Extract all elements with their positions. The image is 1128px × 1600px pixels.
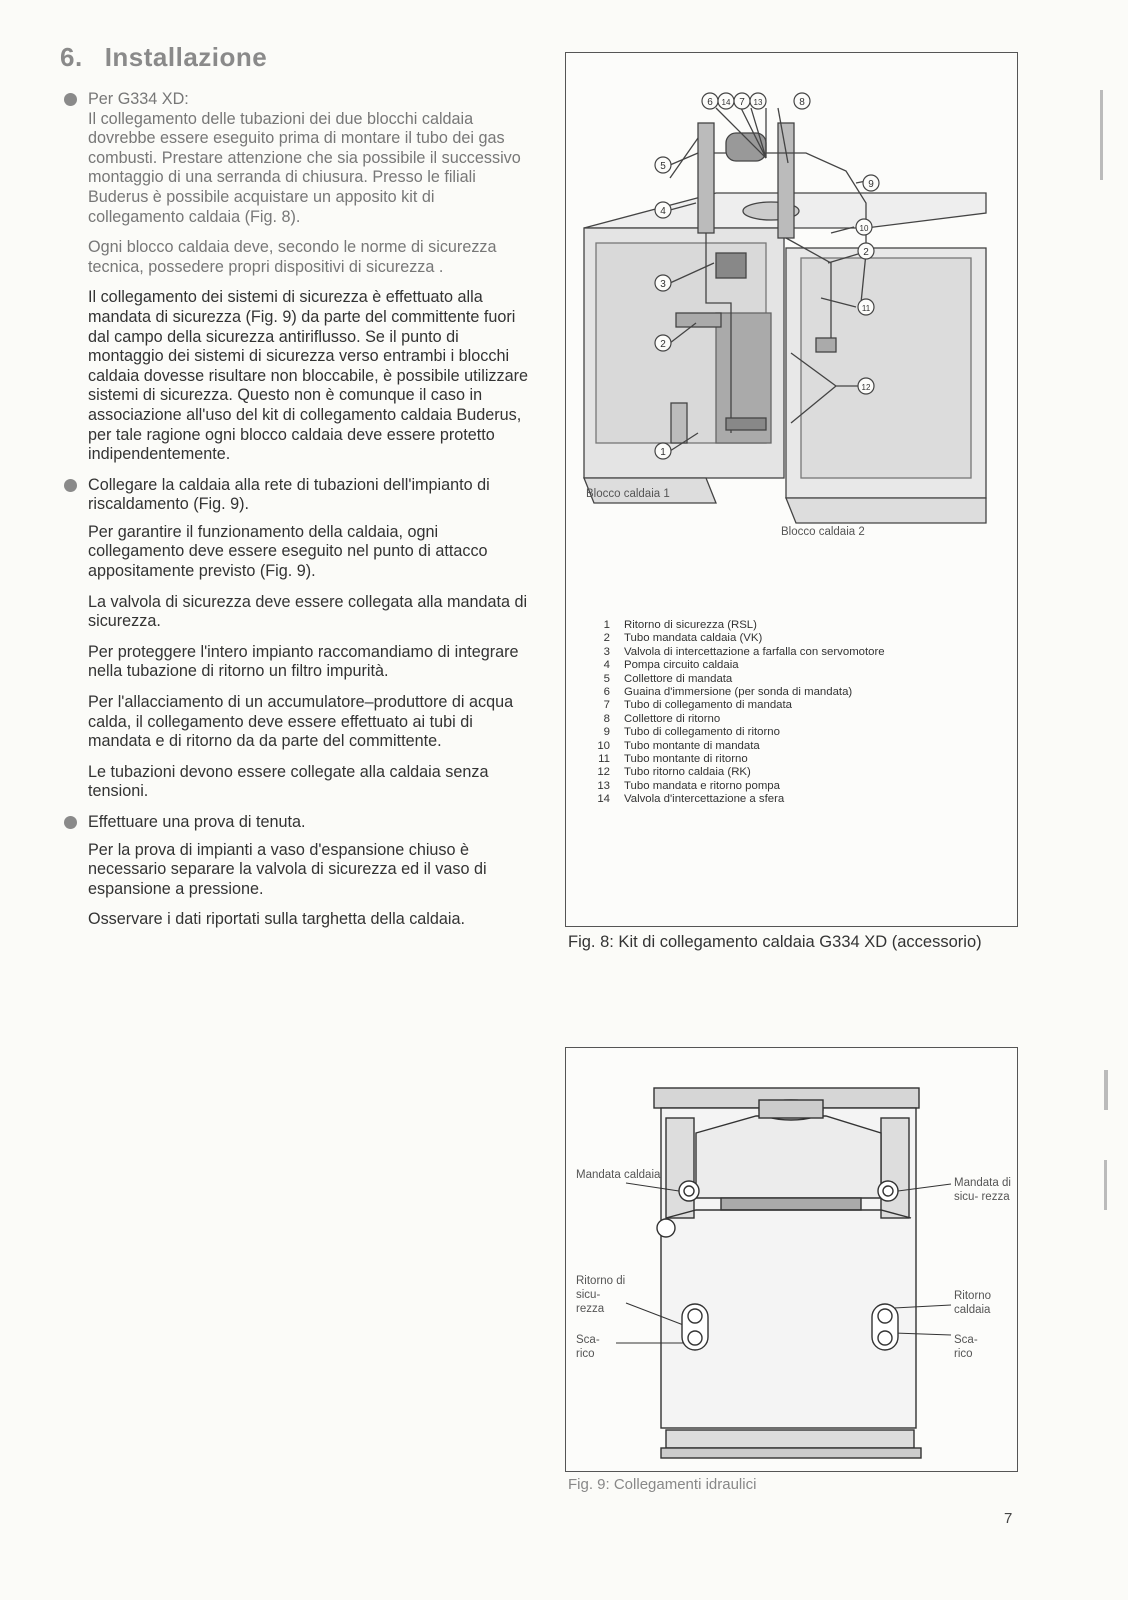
legend-row: 14 Valvola d'intercettazione a sfera: [597, 793, 785, 806]
block-2-label: Blocco caldaia 2: [781, 526, 865, 538]
legend-row: 9 Tubo di collegamento di ritorno: [603, 726, 780, 739]
callout-6: 6: [707, 97, 713, 108]
legend-row: 2 Tubo mandata caldaia (VK): [603, 632, 763, 645]
paragraph: Per garantire il funzionamento della caldaia, ogni collegamento deve essere eseguito nel punto di attacco appositamente previsto (Fig. 9).: [88, 522, 488, 581]
scan-artifact: [1100, 90, 1103, 180]
legend-row: 11 Tubo montante di ritorno: [598, 753, 748, 766]
legend-row: 1 Ritorno di sicurezza (RSL): [603, 619, 757, 631]
legend-row: 5 Collettore di mandata: [603, 672, 733, 685]
paragraph: Per proteggere l'intero impianto raccomandiamo di integrare nella tubazione di ritorno un filtro impurità.: [88, 642, 519, 681]
label-ritorno-sicurezza: Ritorno di sicu- rezza: [576, 1275, 626, 1315]
callout-11: 11: [861, 304, 871, 313]
figure-9-box: [565, 1047, 1018, 1472]
section-number: 6.: [60, 42, 83, 72]
bullet-text: Effettuare una prova di tenuta.: [88, 813, 306, 831]
scan-artifact: [1104, 1070, 1108, 1110]
callout-8: 8: [799, 97, 805, 108]
callout-9: 9: [868, 179, 874, 190]
legend-row: 12 Tubo ritorno caldaia (RK): [597, 766, 751, 779]
paragraph: Il collegamento dei sistemi di sicurezza è effettuato alla mandata di sicurezza (Fig. 9) da parte del committente fuori dal campo della sicurezza antiriflusso. Se il punto di montaggio dei sistemi di sicurezza verso entrambi i blocchi caldaia dovesse risultare non bloccabile, è possibile utilizzare sistemi di sicurezza. Questo non è comunque il caso in associazione all'uso del kit di collegamento caldaia Buderus, per tale ragione ogni blocco caldaia deve essere protetto indipendentemente.: [88, 288, 529, 464]
callout-1: 1: [660, 447, 666, 458]
paragraph: Osservare i dati riportati sulla targhetta della caldaia.: [88, 910, 465, 929]
paragraph: Ogni blocco caldaia deve, secondo le norme di sicurezza tecnica, possedere propri dispositivi di sicurezza .: [88, 238, 497, 276]
callout-13: 13: [753, 98, 763, 107]
figure-8-caption: Fig. 8: Kit di collegamento caldaia G334 XD (accessorio): [568, 933, 982, 951]
legend-row: 8 Collettore di ritorno: [603, 712, 721, 725]
legend-row: 3 Valvola di intercettazione a farfalla con servomotore: [603, 645, 885, 658]
callout-4: 4: [660, 206, 666, 217]
bullet-icon: [64, 816, 77, 829]
label-scarico-left: Sca- rico: [576, 1334, 600, 1360]
figure-9-caption: Fig. 9: Collegamenti idraulici: [568, 1476, 757, 1493]
label-ritorno-caldaia: Ritorno caldaia: [954, 1290, 992, 1316]
label-scarico-right: Sca- rico: [954, 1334, 978, 1360]
callout-14: 14: [721, 98, 731, 107]
bullet-item: [62, 476, 532, 515]
callout-5: 5: [660, 161, 666, 172]
callout-10: 10: [859, 224, 869, 233]
page-number: 7: [1004, 1510, 1013, 1527]
figure-8-box: [565, 52, 1018, 927]
legend-row: 13 Tubo mandata e ritorno pompa: [597, 779, 780, 792]
legend-row: 4 Pompa circuito caldaia: [603, 659, 739, 672]
paragraph: La valvola di sicurezza deve essere collegata alla mandata di sicurezza.: [88, 592, 528, 631]
paragraph: Il collegamento delle tubazioni dei due blocchi caldaia dovrebbe essere eseguito prima di montare il tubo dei gas combusti. Prestare attenzione che sia possibile il successivo montaggio di una serranda di chiusura. Presso le filiali Buderus è possibile acquistare un apposito kit di collegamento caldaia (Fig. 8).: [88, 109, 521, 226]
block-1-label: Blocco caldaia 1: [586, 488, 670, 500]
callout-2: 2: [660, 339, 666, 350]
bullet-item: [62, 90, 532, 110]
legend-row: 7 Tubo di collegamento di mandata: [603, 699, 793, 712]
callout-12: 12: [861, 383, 871, 392]
callout-2b: 2: [863, 247, 869, 258]
legend-row: 6 Guaina d'immersione (per sonda di mandata): [603, 686, 853, 699]
bullet-item: [62, 813, 532, 833]
paragraph: Per l'allacciamento di un accumulatore–produttore di acqua calda, il collegamento deve essere effettuato ai tubi di mandata e di ritorno da da parte del committente.: [88, 693, 514, 751]
bullet-text: Per G334 XD:: [88, 90, 189, 108]
callout-7: 7: [739, 97, 745, 108]
paragraph: Per la prova di impianti a vaso d'espansione chiuso è necessario separare la valvola di sicurezza ed il vaso di espansione a pressione.: [88, 840, 487, 898]
bullet-text: Collegare la caldaia alla rete di tubazioni dell'impianto di riscaldamento (Fig. 9).: [88, 475, 490, 514]
paragraph: Le tubazioni devono essere collegate alla caldaia senza tensioni.: [88, 762, 489, 801]
body-text-column: [62, 90, 532, 941]
legend-row: 10 Tubo montante di mandata: [597, 739, 760, 752]
callout-3: 3: [660, 279, 666, 290]
label-mandata-caldaia: Mandata caldaia: [576, 1169, 661, 1181]
hydraulic-connections-illustration: [566, 1048, 1017, 1471]
page-title: [60, 42, 267, 73]
section-title: Installazione: [104, 42, 268, 72]
bullet-icon: [64, 479, 77, 492]
bullet-icon: [64, 93, 77, 106]
scan-artifact: [1104, 1160, 1107, 1210]
label-mandata-sicurezza: Mandata di sicu- rezza: [954, 1177, 1011, 1203]
figure-8-legend: [586, 619, 1006, 807]
